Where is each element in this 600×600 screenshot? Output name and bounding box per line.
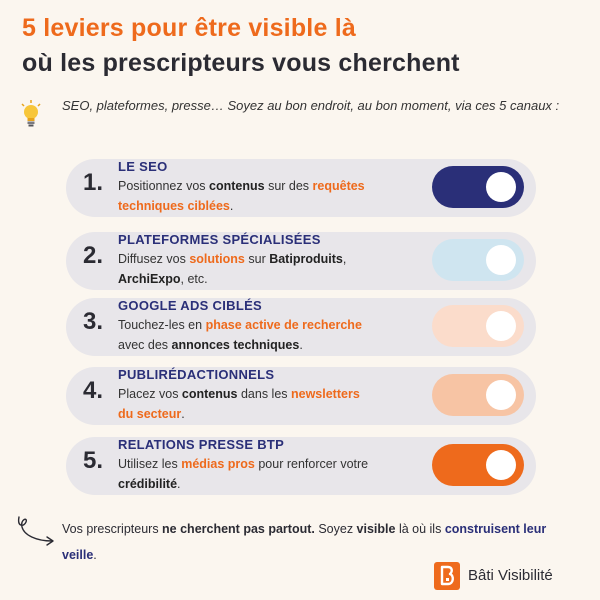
lever-description: Touchez-les en phase active de recherche avec des annonces techniques. [118, 318, 362, 352]
toggle-knob [486, 311, 516, 341]
lever-number: 4. [83, 377, 104, 404]
lever-description: Utilisez les médias pros pour renforcer votre crédibilité. [118, 457, 369, 491]
lever-card-advertorials [66, 367, 536, 425]
brand-name: Bâti Visibilité [468, 567, 553, 584]
lever-heading: LE SEO [118, 159, 168, 174]
lever-number: 5. [83, 447, 104, 474]
title-line-2: où les prescripteurs vous cherchent [22, 49, 460, 77]
lever-number: 3. [83, 308, 104, 335]
bati-logo-icon [434, 562, 460, 590]
footer-text: Vos prescripteurs ne cherchent pas partout. Soyez visible là où ils construisent leur veille. [62, 522, 547, 562]
toggle-knob [486, 172, 516, 202]
lever-card-platforms [66, 232, 536, 290]
lever-heading: PLATEFORMES SPÉCIALISÉES [118, 232, 321, 247]
lever-toggle[interactable] [432, 305, 524, 347]
lightbulb-icon [20, 100, 42, 128]
lever-number: 2. [83, 242, 104, 269]
lever-heading: GOOGLE ADS CIBLÉS [118, 298, 263, 313]
lever-card-press-relations [66, 437, 536, 495]
title-line-1: 5 leviers pour être visible là [22, 14, 356, 42]
lever-toggle[interactable] [432, 166, 524, 208]
lever-description: Diffusez vos solutions sur Batiproduits, ArchiExpo, etc. [118, 252, 347, 286]
curly-arrow-icon [14, 513, 60, 549]
toggle-knob [486, 450, 516, 480]
lever-description: Placez vos contenus dans les newsletters du secteur. [118, 387, 360, 421]
lever-description: Positionnez vos contenus sur des requêtes techniques ciblées. [118, 179, 365, 213]
lever-heading: RELATIONS PRESSE BTP [118, 437, 285, 452]
lever-toggle[interactable] [432, 239, 524, 281]
lever-heading: PUBLIRÉDACTIONNELS [118, 367, 275, 382]
lever-card-seo [66, 159, 536, 217]
lever-card-google-ads [66, 298, 536, 356]
intro-text: SEO, plateformes, presse… Soyez au bon endroit, au bon moment, via ces 5 canaux : [62, 98, 560, 113]
toggle-knob [486, 245, 516, 275]
lever-toggle[interactable] [432, 374, 524, 416]
lever-number: 1. [83, 169, 104, 196]
toggle-knob [486, 380, 516, 410]
lever-toggle[interactable] [432, 444, 524, 486]
